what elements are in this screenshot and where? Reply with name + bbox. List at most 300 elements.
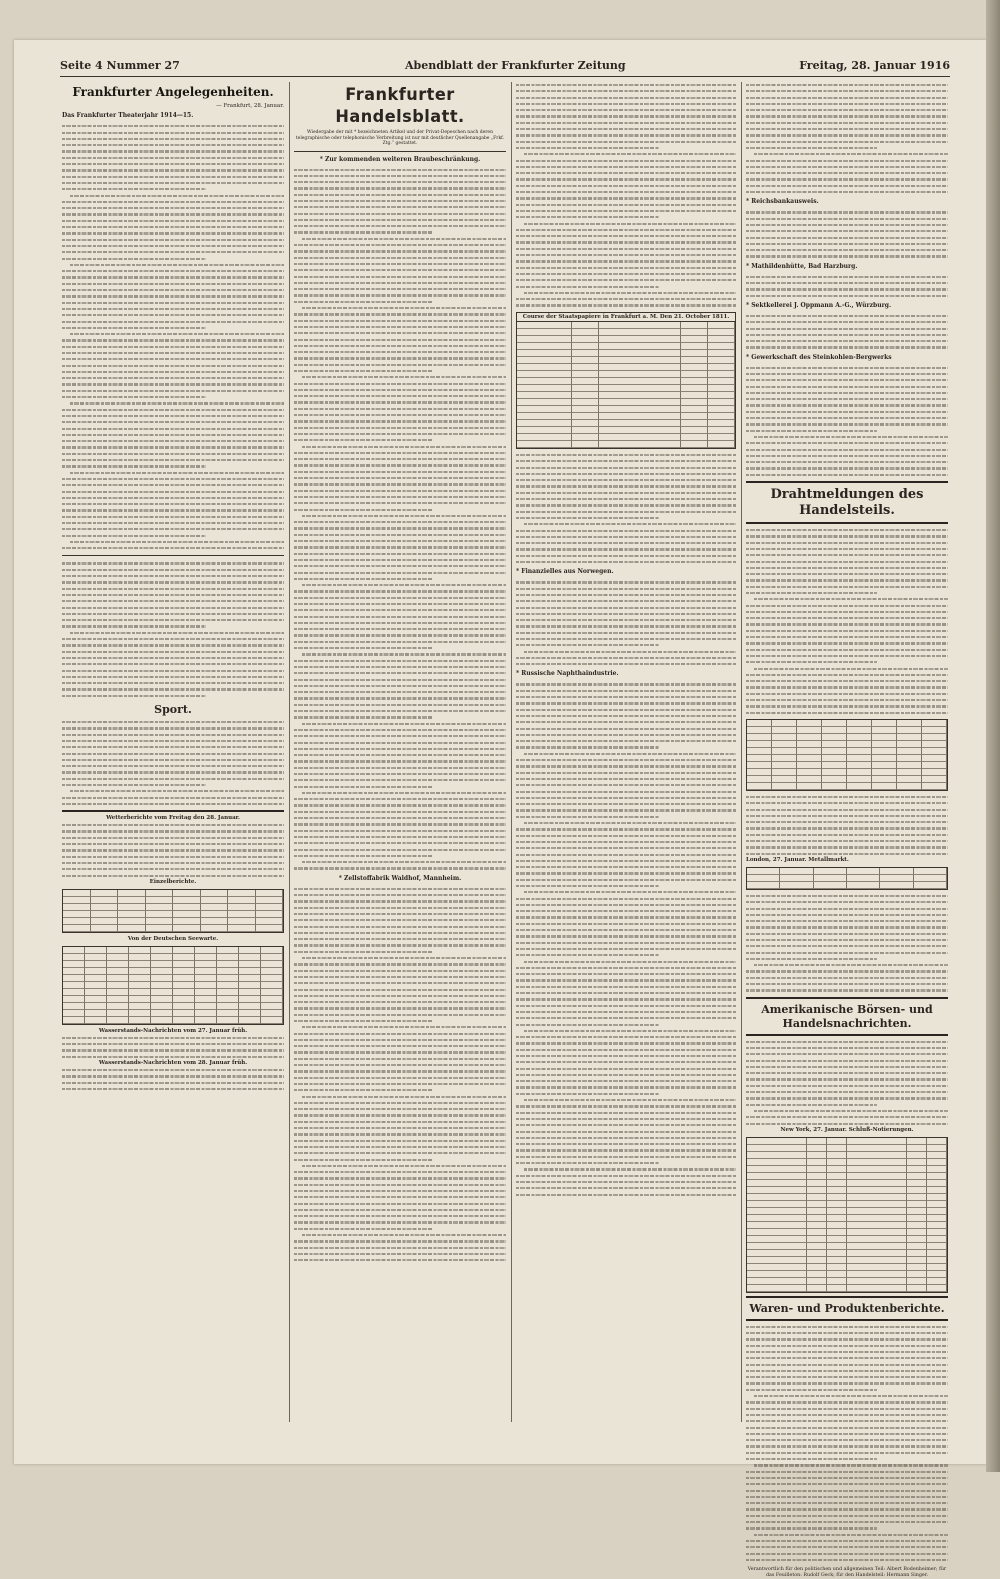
wasser-body <box>62 1035 284 1060</box>
table-cell <box>599 322 681 329</box>
article-title: * Sektkellerei J. Oppmann A.-G., Würzburg. <box>746 301 892 309</box>
table-cell <box>708 413 735 420</box>
article-body <box>746 82 948 195</box>
table-cell <box>747 1194 807 1201</box>
table-cell <box>907 1173 927 1180</box>
table-cell <box>847 1180 907 1187</box>
table-cell <box>847 882 880 889</box>
table-cell <box>681 364 708 371</box>
table-cell <box>747 1271 807 1278</box>
table-cell <box>797 776 822 783</box>
text-line <box>746 189 948 195</box>
table-cell <box>151 982 173 989</box>
table-cell <box>772 769 797 776</box>
table-cell <box>880 868 913 875</box>
table-cell <box>599 364 681 371</box>
table-cell <box>927 1201 947 1208</box>
table-cell <box>708 434 735 441</box>
table-cell <box>129 1010 151 1017</box>
table-cell <box>85 996 107 1003</box>
text-line <box>516 559 736 565</box>
table-cell <box>256 890 284 897</box>
table-cell <box>708 336 735 343</box>
table-cell <box>807 1222 827 1229</box>
table-cell <box>239 954 261 961</box>
table-cell <box>914 868 947 875</box>
table-cell <box>907 1222 927 1229</box>
article-body <box>746 365 948 478</box>
column-rule <box>511 82 512 1422</box>
table-cell <box>907 1236 927 1243</box>
text-line <box>746 472 948 478</box>
article-title: * Mathildenhütte, Bad Harzburg. <box>746 262 858 270</box>
table-cell <box>91 904 119 911</box>
table-cell <box>195 989 217 996</box>
text-line <box>62 873 284 879</box>
table-cell <box>780 875 813 882</box>
table-cell <box>872 783 897 790</box>
text-line <box>62 545 284 551</box>
table-cell <box>807 1201 827 1208</box>
table-cell <box>747 762 772 769</box>
table-cell <box>747 1236 807 1243</box>
table-cell <box>772 741 797 748</box>
table-cell <box>922 755 947 762</box>
table-cell <box>173 918 201 925</box>
table-cell <box>201 897 229 904</box>
table-cell <box>772 762 797 769</box>
table-cell <box>822 769 847 776</box>
table-cell <box>708 406 735 413</box>
table-cell <box>827 1152 847 1159</box>
table-cell <box>708 322 735 329</box>
column-4 <box>746 82 948 1579</box>
table-cell <box>872 762 897 769</box>
divider <box>746 1319 948 1321</box>
table-cell <box>907 1257 927 1264</box>
table-cell <box>572 322 599 329</box>
table-cell <box>239 961 261 968</box>
table-cell <box>907 1194 927 1201</box>
table-cell <box>847 1152 907 1159</box>
text-line <box>62 693 284 699</box>
table-cell <box>927 1152 947 1159</box>
table-cell <box>517 434 572 441</box>
table-cell <box>827 1159 847 1166</box>
table-cell <box>927 1159 947 1166</box>
table-cell <box>907 1187 927 1194</box>
table-cell <box>201 904 229 911</box>
table-cell <box>129 1003 151 1010</box>
table-cell <box>118 918 146 925</box>
table-cell <box>827 1271 847 1278</box>
table-cell <box>599 343 681 350</box>
table-cell <box>807 1236 827 1243</box>
table-cell <box>708 420 735 427</box>
divider <box>62 555 284 556</box>
table-cell <box>239 989 261 996</box>
table-cell <box>872 748 897 755</box>
table-cell <box>85 989 107 996</box>
table-cell <box>517 420 572 427</box>
table-cell <box>261 975 283 982</box>
table-cell <box>927 1243 947 1250</box>
table-cell <box>827 1264 847 1271</box>
text-line <box>746 987 948 993</box>
article-body <box>746 1324 948 1563</box>
text-line <box>516 661 736 667</box>
table-cell <box>517 385 572 392</box>
newyork-title: New York, 27. Januar. Schluß-Notierungen. <box>780 1126 914 1133</box>
table-cell <box>772 734 797 741</box>
text-line <box>294 1257 506 1263</box>
table-cell <box>201 911 229 918</box>
table-cell <box>807 1278 827 1285</box>
table-cell <box>827 1285 847 1292</box>
table-cell <box>118 911 146 918</box>
table-cell <box>827 1222 847 1229</box>
table-cell <box>85 1003 107 1010</box>
article-body <box>62 560 284 699</box>
table-cell <box>747 1138 807 1145</box>
table-cell <box>681 343 708 350</box>
table-cell <box>897 776 922 783</box>
table-cell <box>173 982 195 989</box>
table-cell <box>922 727 947 734</box>
table-cell <box>827 1173 847 1180</box>
table-cell <box>201 890 229 897</box>
table-cell <box>681 378 708 385</box>
table-cell <box>217 975 239 982</box>
table-cell <box>151 1010 173 1017</box>
table-cell <box>807 1285 827 1292</box>
table-cell <box>822 720 847 727</box>
table-cell <box>827 1208 847 1215</box>
table-cell <box>747 1180 807 1187</box>
metallmarkt-table <box>746 867 948 890</box>
newyork-table <box>746 1137 948 1293</box>
table-cell <box>747 734 772 741</box>
wasser-title-1: Wasserstands-Nachrichten vom 27. Januar früh. <box>98 1027 248 1034</box>
table-cell <box>747 868 780 875</box>
table-cell <box>822 727 847 734</box>
table-cell <box>256 925 284 932</box>
table-cell <box>217 989 239 996</box>
table-cell <box>827 1215 847 1222</box>
table-cell <box>927 1278 947 1285</box>
table-cell <box>195 982 217 989</box>
table-cell <box>146 911 174 918</box>
table-cell <box>822 755 847 762</box>
table-cell <box>261 989 283 996</box>
article-body <box>746 794 948 857</box>
page-header <box>60 58 950 77</box>
table-cell <box>927 1138 947 1145</box>
table-cell <box>173 904 201 911</box>
table-cell <box>681 329 708 336</box>
table-cell <box>217 947 239 954</box>
table-cell <box>847 1264 907 1271</box>
article-body <box>746 209 948 259</box>
table-cell <box>772 727 797 734</box>
table-cell <box>681 413 708 420</box>
table-cell <box>63 989 85 996</box>
table-cell <box>63 918 91 925</box>
table-cell <box>201 918 229 925</box>
table-cell <box>807 1187 827 1194</box>
table-cell <box>847 1138 907 1145</box>
table-cell <box>129 947 151 954</box>
table-cell <box>572 343 599 350</box>
table-cell <box>747 875 780 882</box>
wasser-body <box>62 1067 284 1092</box>
table-cell <box>107 1017 129 1024</box>
table-cell <box>572 399 599 406</box>
table-cell <box>827 1194 847 1201</box>
table-cell <box>747 882 780 889</box>
table-cell <box>907 1271 927 1278</box>
table-cell <box>107 954 129 961</box>
table-cell <box>118 925 146 932</box>
table-cell <box>747 727 772 734</box>
table-cell <box>572 392 599 399</box>
table-cell <box>261 954 283 961</box>
table-cell <box>708 329 735 336</box>
column-frankfurter-angelegenheiten <box>62 82 284 1432</box>
table-cell <box>927 1250 947 1257</box>
table-cell <box>847 769 872 776</box>
table-cell <box>239 968 261 975</box>
table-cell <box>822 741 847 748</box>
table-cell <box>907 1180 927 1187</box>
header-center: Abendblatt der Frankfurter Zeitung <box>405 59 626 72</box>
table-cell <box>228 918 256 925</box>
table-cell <box>572 385 599 392</box>
table-cell <box>814 868 847 875</box>
table-cell <box>173 989 195 996</box>
text-line <box>746 851 948 857</box>
table-cell <box>107 961 129 968</box>
table-cell <box>63 968 85 975</box>
table-cell <box>747 769 772 776</box>
table-cell <box>747 1187 807 1194</box>
table-cell <box>747 1257 807 1264</box>
table-cell <box>239 1010 261 1017</box>
table-cell <box>107 1010 129 1017</box>
table-cell <box>747 783 772 790</box>
table-cell <box>907 1229 927 1236</box>
table-cell <box>195 996 217 1003</box>
table-cell <box>63 982 85 989</box>
table-cell <box>129 975 151 982</box>
article-body <box>516 82 736 309</box>
table-cell <box>239 996 261 1003</box>
table-cell <box>151 961 173 968</box>
table-cell <box>772 720 797 727</box>
column-handelsblatt <box>294 82 506 1432</box>
table-cell <box>151 975 173 982</box>
table-cell <box>572 434 599 441</box>
table-cell <box>847 1243 907 1250</box>
table-cell <box>63 925 91 932</box>
table-cell <box>239 975 261 982</box>
table-cell <box>572 364 599 371</box>
table-cell <box>91 897 119 904</box>
weather-table <box>62 889 284 933</box>
table-cell <box>261 1010 283 1017</box>
table-cell <box>897 727 922 734</box>
table-cell <box>151 996 173 1003</box>
table-cell <box>708 371 735 378</box>
table-cell <box>827 1229 847 1236</box>
table-cell <box>517 413 572 420</box>
seewarte-table <box>62 946 284 1025</box>
table-cell <box>146 897 174 904</box>
table-cell <box>847 1215 907 1222</box>
table-cell <box>173 911 201 918</box>
table-cell <box>907 1152 927 1159</box>
table-cell <box>217 968 239 975</box>
table-cell <box>847 1222 907 1229</box>
table-cell <box>572 420 599 427</box>
table-cell <box>118 897 146 904</box>
table-cell <box>827 1236 847 1243</box>
page-gutter <box>986 0 1000 1472</box>
table-cell <box>146 918 174 925</box>
table-cell <box>173 1017 195 1024</box>
table-cell <box>63 897 91 904</box>
table-cell <box>146 925 174 932</box>
table-cell <box>907 1250 927 1257</box>
table-cell <box>822 762 847 769</box>
article-body <box>746 1039 948 1127</box>
table-cell <box>827 1166 847 1173</box>
article-body <box>294 167 506 872</box>
table-cell <box>572 413 599 420</box>
table-cell <box>599 406 681 413</box>
table-cell <box>129 996 151 1003</box>
table-cell <box>772 748 797 755</box>
table-cell <box>681 385 708 392</box>
table-cell <box>599 441 681 448</box>
table-cell <box>256 911 284 918</box>
table-cell <box>847 1208 907 1215</box>
table-cell <box>681 406 708 413</box>
text-line <box>62 1054 284 1060</box>
article-body <box>516 452 736 565</box>
table-cell <box>807 1180 827 1187</box>
table-cell <box>847 734 872 741</box>
table-cell <box>517 392 572 399</box>
table-cell <box>228 911 256 918</box>
table-cell <box>173 968 195 975</box>
article-body <box>294 886 506 1264</box>
table-cell <box>847 1250 907 1257</box>
article-title: * Zur kommenden weiteren Braubeschränkung. <box>319 155 481 163</box>
table-cell <box>807 1138 827 1145</box>
article-title: * Finanzielles aus Norwegen. <box>516 568 614 576</box>
table-cell <box>261 982 283 989</box>
table-cell <box>708 350 735 357</box>
article-body <box>516 579 736 667</box>
table-cell <box>797 748 822 755</box>
table-cell <box>822 776 847 783</box>
table-cell <box>847 741 872 748</box>
table-cell <box>797 755 822 762</box>
table-cell <box>772 755 797 762</box>
table-cell <box>681 427 708 434</box>
table-cell <box>195 961 217 968</box>
table-cell <box>847 1229 907 1236</box>
table-cell <box>772 776 797 783</box>
table-cell <box>261 996 283 1003</box>
table-cell <box>151 1017 173 1024</box>
table-cell <box>872 741 897 748</box>
table-cell <box>847 868 880 875</box>
table-cell <box>599 350 681 357</box>
table-cell <box>922 748 947 755</box>
table-cell <box>681 357 708 364</box>
table-cell <box>914 882 947 889</box>
table-cell <box>201 925 229 932</box>
header-left: Seite 4 Nummer 27 <box>60 59 180 72</box>
section-title: Amerikanische Börsen- und Handelsnachrichten. <box>761 1002 933 1030</box>
table-cell <box>239 1017 261 1024</box>
text-line <box>62 1086 284 1092</box>
table-cell <box>173 890 201 897</box>
table-cell <box>827 1180 847 1187</box>
table-cell <box>517 322 572 329</box>
divider <box>746 997 948 999</box>
table-cell <box>63 1010 85 1017</box>
table-cell <box>195 1010 217 1017</box>
table-cell <box>517 364 572 371</box>
table-cell <box>797 769 822 776</box>
table-cell <box>922 783 947 790</box>
table-cell <box>927 1208 947 1215</box>
table-cell <box>517 350 572 357</box>
table-cell <box>173 996 195 1003</box>
table-cell <box>239 1003 261 1010</box>
table-cell <box>807 1264 827 1271</box>
table-cell <box>747 1222 807 1229</box>
table-cell <box>572 357 599 364</box>
table-cell <box>797 762 822 769</box>
table-cell <box>85 968 107 975</box>
table-cell <box>572 427 599 434</box>
table-cell <box>217 954 239 961</box>
table-cell <box>107 982 129 989</box>
column-3 <box>516 82 736 1432</box>
table-cell <box>173 947 195 954</box>
table-cell <box>261 1017 283 1024</box>
text-line <box>516 302 736 308</box>
table-cell <box>63 961 85 968</box>
table-cell <box>797 720 822 727</box>
table-cell <box>847 1236 907 1243</box>
text-line <box>746 1557 948 1563</box>
table-cell <box>847 776 872 783</box>
table-cell <box>922 734 947 741</box>
section-title: Sport. <box>154 703 192 717</box>
text-line <box>746 710 948 716</box>
table-cell <box>107 975 129 982</box>
table-cell <box>681 336 708 343</box>
table-cell <box>63 904 91 911</box>
table-cell <box>239 982 261 989</box>
staatspapiere-table <box>516 312 736 449</box>
article-title: * Zellstoffabrik Waldhof, Mannheim. <box>338 874 462 882</box>
